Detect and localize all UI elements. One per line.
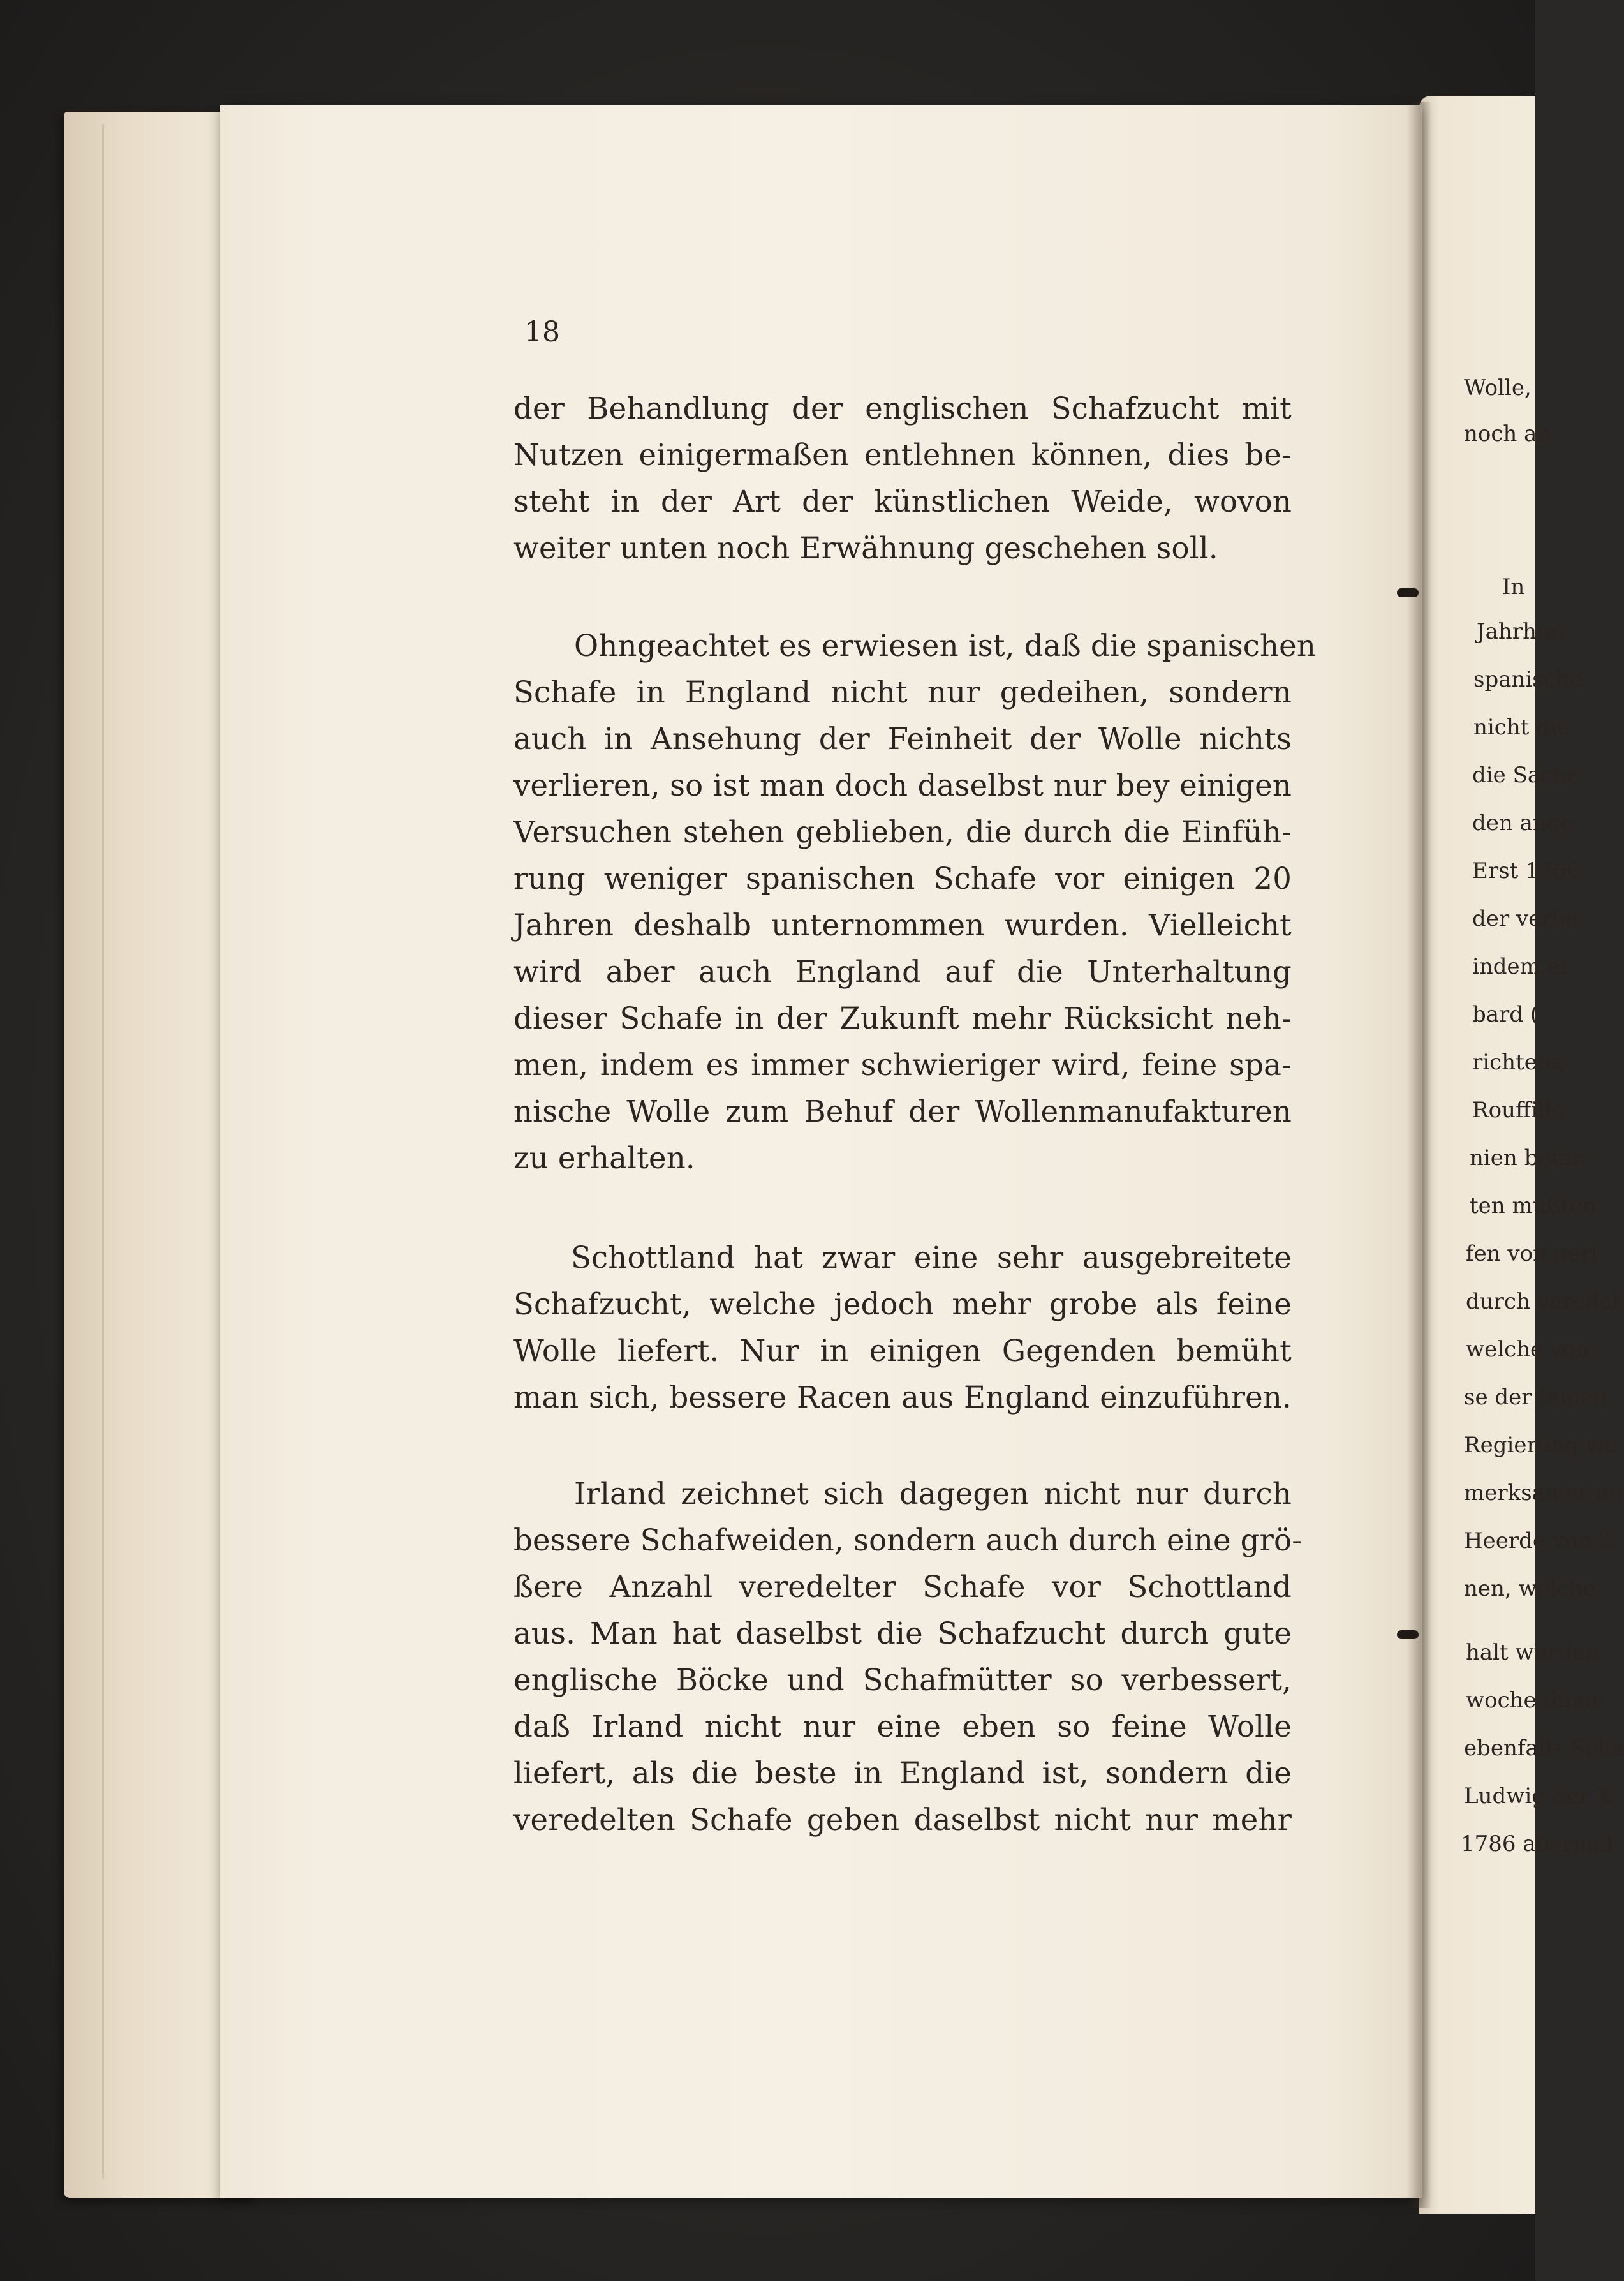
text-line: auch in Ansehung der Feinheit der Wolle nichts [513, 722, 1292, 756]
text-line: veredelten Schafe geben daselbst nicht nur mehr [513, 1802, 1292, 1837]
paragraph-3 [513, 1235, 1292, 1281]
next-page-line: nicht die [1473, 715, 1570, 740]
paragraph-1 [513, 385, 1292, 572]
next-page-line: durch veredel [1466, 1289, 1620, 1314]
text-line: steht in der Art der künstlichen Weide, wovon [513, 484, 1292, 519]
next-page-line: spanische [1473, 667, 1583, 692]
text-line: Jahren deshalb unternommen wurden. Vielleicht [513, 908, 1292, 942]
text-line: men, indem es immer schwieriger wird, feine spa- [513, 1048, 1292, 1082]
next-page-line: den ange [1472, 810, 1574, 836]
text-line: rung weniger spanischen Schafe vor einigen 20 [513, 861, 1292, 896]
page-number: 18 [524, 316, 560, 348]
next-page-line: indem er [1472, 954, 1571, 979]
text-line: Irland zeichnet sich dagegen nicht nur durch [574, 1476, 1292, 1511]
text-line: Schottland hat zwar eine sehr ausgebreitete [571, 1240, 1292, 1275]
paragraph-2 [513, 623, 1317, 669]
text-line: wird aber auch England auf die Unterhaltung [513, 955, 1292, 989]
next-page-line: se der feinen [1464, 1385, 1607, 1410]
next-page-line: woche ihnen [1466, 1688, 1606, 1713]
next-page-line: Jahrhun [1477, 619, 1565, 644]
text-line: aus. Man hat daselbst die Schafzucht durch gute [513, 1616, 1292, 1651]
next-page-line: Regierung wu [1464, 1432, 1619, 1458]
next-page-line: nien befan [1470, 1145, 1586, 1171]
next-page-text [1461, 0, 1624, 2281]
next-page-line: nen, welche [1464, 1576, 1596, 1601]
text-line: englische Böcke und Schafmütter so verbessert, [513, 1663, 1292, 1697]
next-page-line: Ludwig der X [1464, 1783, 1612, 1809]
next-page-line: In [1502, 574, 1525, 600]
next-page-line: merksamer un [1464, 1480, 1624, 1506]
next-page-line: 1786 abermal [1461, 1831, 1614, 1857]
binding-thread [1397, 1630, 1419, 1639]
next-page-line: bard ( [1472, 1002, 1539, 1027]
text-line: Schafe in England nicht nur gedeihen, sondern [513, 675, 1292, 710]
next-page-line: ebenfalls Scha [1464, 1735, 1624, 1761]
next-page-line: ten mußten [1470, 1193, 1597, 1219]
text-line: liefert, als die beste in England ist, sondern die [513, 1756, 1292, 1790]
next-page-line: Heerde von 2 [1464, 1528, 1613, 1554]
text-line: Schafzucht, welche jedoch mehr grobe als feine [513, 1287, 1292, 1321]
text-line: Wolle liefert. Nur in einigen Gegenden bemüht [513, 1334, 1292, 1368]
next-page-line: richtete, [1472, 1050, 1566, 1075]
paragraph-4 [513, 1471, 1292, 1517]
text-line: der Behandlung der englischen Schafzucht mit [513, 391, 1292, 426]
next-page-line: noch an [1464, 421, 1551, 447]
text-line: zu erhalten. [513, 1141, 695, 1175]
next-page-line: die Sache [1472, 762, 1580, 788]
text-line: Nutzen einigermaßen entlehnen können, dies be- [513, 438, 1292, 472]
next-page-line: halt wurden. [1466, 1640, 1606, 1665]
paragraph-3-body [513, 1281, 1292, 1421]
next-page-line: Rouffillo [1472, 1097, 1565, 1123]
text-line: nische Wolle zum Behuf der Wollenmanufakturen [513, 1094, 1292, 1129]
next-page-line: welche von [1466, 1337, 1590, 1362]
text-line: verlieren, so ist man doch daselbst nur bey einigen [513, 768, 1292, 803]
text-line: Versuchen stehen geblieben, die durch die Einfüh- [513, 815, 1292, 849]
text-line: dieser Schafe in der Zukunft mehr Rücksicht neh- [513, 1001, 1292, 1036]
next-page-line: Wolle, [1464, 375, 1532, 401]
paragraph-4-body [513, 1517, 1303, 1843]
gutter-shadow [1406, 102, 1432, 2208]
text-line: Ohngeachtet es erwiesen ist, daß die spanischen [574, 628, 1317, 663]
paragraph-2-body [513, 669, 1292, 1182]
binding-thread [1397, 588, 1419, 597]
text-line: man sich, bessere Racen aus England einzuführen. [513, 1380, 1292, 1415]
next-page-line: fen von geri [1466, 1241, 1598, 1267]
text-line: ßere Anzahl veredelter Schafe vor Schottland [513, 1570, 1292, 1604]
next-page-line: der verbe [1472, 906, 1579, 932]
text-line: daß Irland nicht nur eine eben so feine Wolle [513, 1709, 1292, 1744]
text-line: bessere Schafweiden, sondern auch durch eine grö- [513, 1523, 1303, 1557]
text-line: weiter unten noch Erwähnung geschehen soll. [513, 531, 1218, 565]
next-page-line: Erst 1766 [1472, 858, 1581, 884]
